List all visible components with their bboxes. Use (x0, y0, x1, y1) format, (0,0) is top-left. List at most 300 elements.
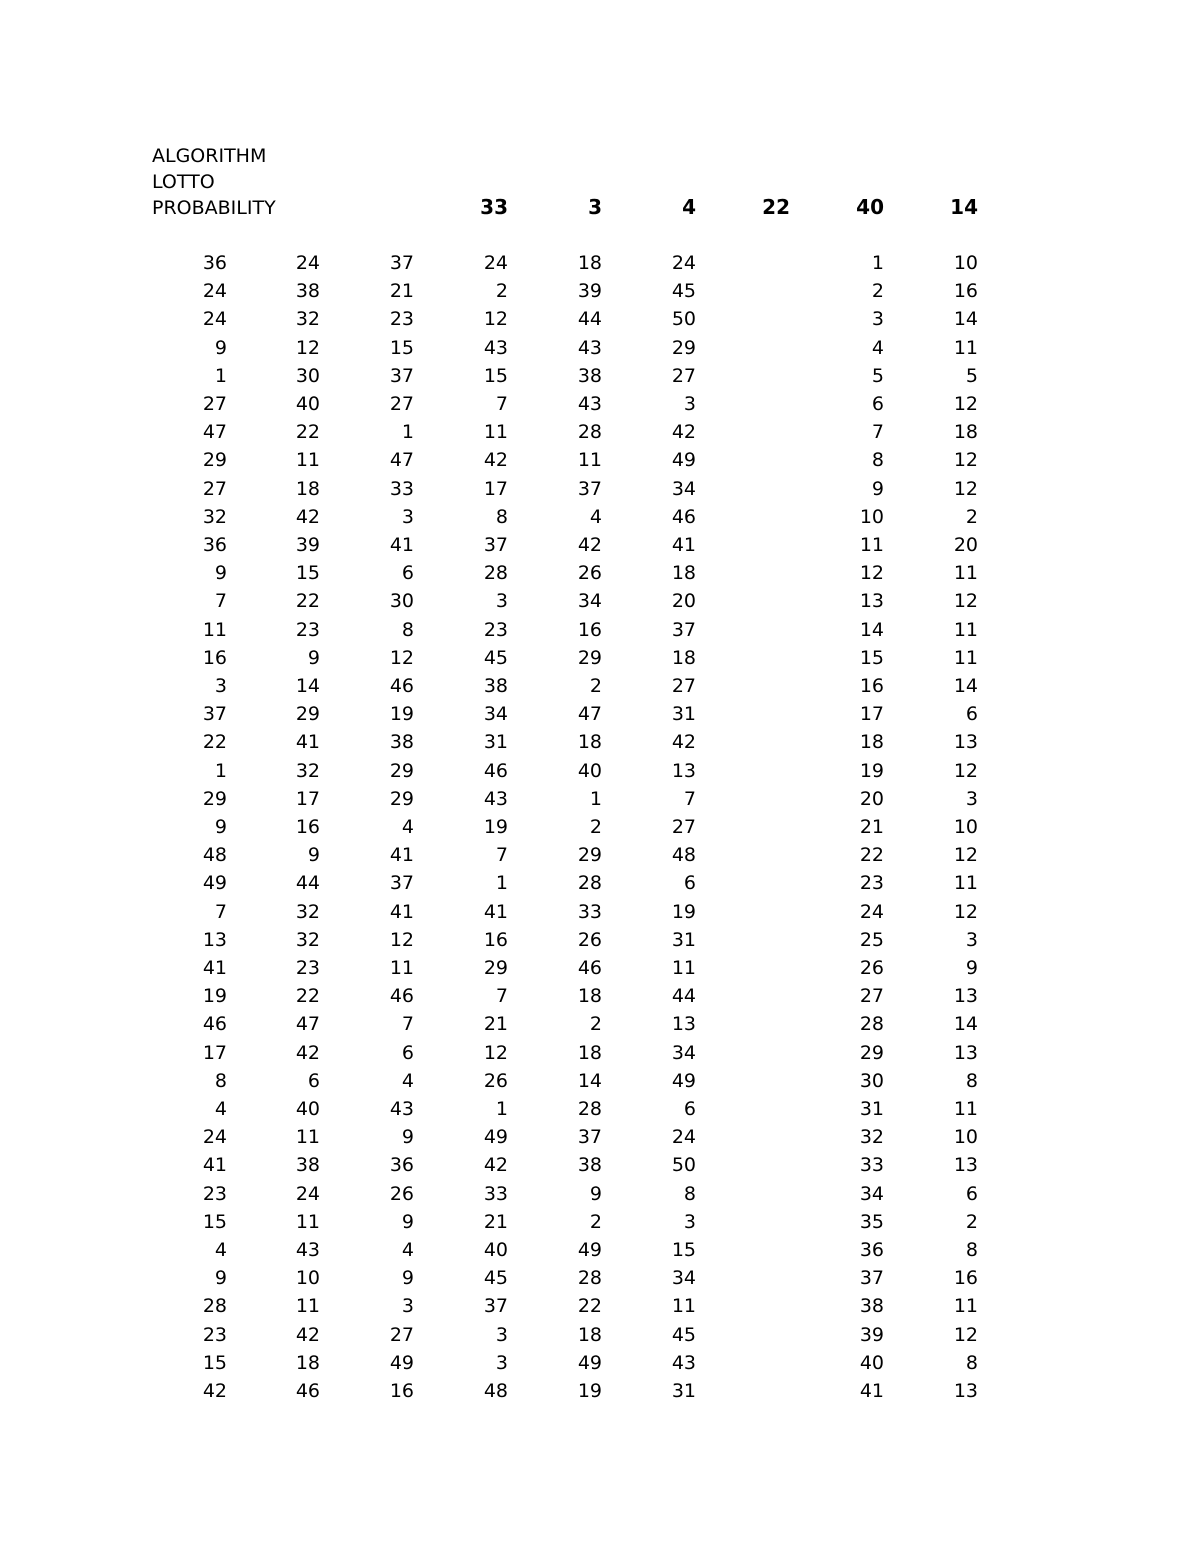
table-cell: 20 (671, 590, 696, 613)
table-cell: 48 (671, 844, 696, 867)
table-cell: 17 (295, 787, 320, 810)
table-cell: 12 (953, 477, 978, 500)
table-cell: 2 (589, 675, 602, 697)
header-number: 33 (480, 195, 508, 219)
table-cell: 5 (871, 364, 884, 387)
table-cell: 49 (671, 1069, 696, 1092)
title-lotto: LOTTO (152, 171, 215, 193)
table-cell: 13 (953, 1380, 978, 1402)
table-cell: 19 (577, 1380, 602, 1402)
table-cell: 46 (483, 759, 508, 782)
table-cell: 14 (577, 1069, 602, 1092)
table-cell: 31 (859, 1098, 884, 1120)
table-cell: 10 (953, 816, 978, 838)
table-cell: 41 (202, 957, 227, 979)
table-cell: 8 (401, 618, 414, 641)
table-cell: 40 (859, 1351, 884, 1374)
table-cell: 3 (495, 1323, 508, 1346)
table-cell: 22 (295, 421, 320, 444)
table-cell: 42 (483, 449, 508, 472)
table-cell: 4 (214, 1098, 227, 1120)
table-cell: 18 (671, 646, 696, 669)
table-cell: 4 (871, 336, 884, 359)
table-cell: 9 (214, 816, 227, 838)
table-cell: 17 (202, 1041, 227, 1064)
table-cell: 15 (295, 562, 320, 585)
table-cell: 41 (483, 900, 508, 923)
table-cell: 13 (671, 1013, 696, 1036)
table-cell: 13 (859, 590, 884, 613)
table-cell: 27 (671, 816, 696, 838)
table-cell: 10 (953, 252, 978, 274)
table-cell: 18 (577, 985, 602, 1008)
table-cell: 29 (577, 844, 602, 867)
table-cell: 11 (953, 618, 978, 641)
table-cell: 14 (953, 1013, 978, 1036)
table-cell: 29 (202, 787, 227, 810)
table-cell: 45 (483, 1267, 508, 1290)
table-cell: 9 (965, 957, 978, 979)
table-cell: 12 (483, 1041, 508, 1064)
table-cell: 1 (214, 759, 227, 782)
table-cell: 11 (295, 449, 320, 472)
table-cell: 6 (401, 1041, 414, 1064)
table-cell: 44 (577, 308, 602, 331)
table-cell: 38 (577, 1154, 602, 1177)
table-cell: 21 (483, 1013, 508, 1036)
table-cell: 21 (389, 280, 414, 303)
table-cell: 49 (671, 449, 696, 472)
table-cell: 7 (683, 787, 696, 810)
table-cell: 11 (953, 872, 978, 895)
table-cell: 7 (495, 393, 508, 415)
table-cell: 31 (483, 731, 508, 754)
table-cell: 39 (577, 280, 602, 303)
table-cell: 11 (577, 449, 602, 472)
table-cell: 7 (401, 1013, 414, 1036)
table-cell: 12 (953, 590, 978, 613)
table-cell: 1 (589, 787, 602, 810)
table-cell: 26 (577, 562, 602, 585)
table-cell: 40 (295, 393, 320, 415)
table-cell: 18 (671, 562, 696, 585)
table-cell: 9 (307, 844, 320, 867)
table-cell: 48 (202, 844, 227, 867)
table-cell: 27 (671, 364, 696, 387)
table-cell: 9 (401, 1126, 414, 1149)
table-cell: 2 (589, 1210, 602, 1233)
table-cell: 13 (671, 759, 696, 782)
table-cell: 21 (859, 816, 884, 838)
table-cell: 3 (871, 308, 884, 331)
table-cell: 28 (577, 1267, 602, 1290)
table-cell: 15 (859, 646, 884, 669)
table-cell: 2 (965, 505, 978, 528)
table-cell: 13 (953, 1041, 978, 1064)
header-number: 40 (856, 195, 884, 219)
table-cell: 41 (389, 900, 414, 923)
table-cell: 2 (495, 280, 508, 303)
table-cell: 49 (389, 1351, 414, 1374)
table-cell: 16 (295, 816, 320, 838)
table-cell: 43 (577, 336, 602, 359)
table-cell: 11 (953, 646, 978, 669)
table-cell: 18 (295, 1351, 320, 1374)
table-cell: 41 (859, 1380, 884, 1402)
table-cell: 7 (214, 590, 227, 613)
table-cell: 19 (483, 816, 508, 838)
table-cell: 13 (953, 1154, 978, 1177)
table-cell: 11 (671, 957, 696, 979)
table-cell: 43 (577, 393, 602, 415)
table-cell: 34 (577, 590, 602, 613)
table-cell: 30 (389, 590, 414, 613)
table-cell: 41 (389, 534, 414, 556)
table-cell: 22 (577, 1295, 602, 1318)
table-cell: 37 (202, 703, 227, 726)
title-algorithm: ALGORITHM (152, 145, 267, 167)
table-cell: 41 (202, 1154, 227, 1177)
table-cell: 4 (589, 505, 602, 528)
title-probability: PROBABILITY (152, 197, 276, 219)
table-cell: 44 (671, 985, 696, 1008)
table-cell: 20 (953, 534, 978, 556)
table-cell: 7 (495, 985, 508, 1008)
table-cell: 34 (671, 477, 696, 500)
table-cell: 23 (295, 618, 320, 641)
table-cell: 9 (214, 1267, 227, 1290)
table-cell: 34 (671, 1267, 696, 1290)
table-cell: 15 (389, 336, 414, 359)
table-cell: 12 (483, 308, 508, 331)
table-cell: 12 (953, 900, 978, 923)
table-cell: 42 (295, 505, 320, 528)
table-cell: 41 (295, 731, 320, 754)
table-cell: 42 (483, 1154, 508, 1177)
table-cell: 42 (202, 1380, 227, 1402)
table-cell: 24 (202, 308, 227, 331)
table-cell: 18 (577, 731, 602, 754)
table-cell: 29 (389, 759, 414, 782)
table-cell: 37 (483, 534, 508, 556)
table-cell: 3 (495, 590, 508, 613)
table-cell: 22 (295, 985, 320, 1008)
table-cell: 18 (953, 421, 978, 444)
table-cell: 18 (577, 1323, 602, 1346)
table-cell: 28 (577, 421, 602, 444)
table-cell: 40 (577, 759, 602, 782)
table-cell: 11 (295, 1210, 320, 1233)
table-cell: 28 (202, 1295, 227, 1318)
table-cell: 7 (495, 844, 508, 867)
table-cell: 43 (483, 787, 508, 810)
table-cell: 24 (295, 1182, 320, 1205)
table-cell: 10 (295, 1267, 320, 1290)
table-cell: 30 (859, 1069, 884, 1092)
table-cell: 45 (671, 280, 696, 303)
table-cell: 15 (483, 364, 508, 387)
table-cell: 11 (389, 957, 414, 979)
table-cell: 15 (202, 1210, 227, 1233)
table-cell: 12 (295, 336, 320, 359)
table-cell: 41 (389, 844, 414, 867)
header-number: 22 (762, 195, 790, 219)
table-cell: 37 (671, 618, 696, 641)
table-cell: 9 (214, 562, 227, 585)
table-cell: 24 (671, 252, 696, 274)
table-cell: 28 (859, 1013, 884, 1036)
table-cell: 2 (871, 280, 884, 303)
table-cell: 29 (295, 703, 320, 726)
table-cell: 28 (577, 872, 602, 895)
table-cell: 37 (859, 1267, 884, 1290)
table-cell: 50 (671, 308, 696, 331)
table-cell: 22 (295, 590, 320, 613)
table-cell: 46 (295, 1380, 320, 1402)
table-cell: 9 (871, 477, 884, 500)
table-cell: 17 (859, 703, 884, 726)
table-cell: 14 (859, 618, 884, 641)
table-cell: 24 (859, 900, 884, 923)
table-cell: 9 (401, 1210, 414, 1233)
table-cell: 18 (577, 252, 602, 274)
table-cell: 29 (859, 1041, 884, 1064)
table-cell: 15 (671, 1239, 696, 1261)
table-cell: 47 (389, 449, 414, 472)
table-cell: 32 (295, 759, 320, 782)
table-cell: 38 (483, 675, 508, 697)
table-cell: 46 (671, 505, 696, 528)
table-cell: 32 (295, 308, 320, 331)
header-number: 3 (588, 195, 602, 219)
table-cell: 1 (401, 421, 414, 444)
table-cell: 22 (202, 731, 227, 754)
table-cell: 42 (295, 1323, 320, 1346)
table-cell: 8 (965, 1069, 978, 1092)
table-cell: 16 (953, 1267, 978, 1290)
table-cell: 38 (389, 731, 414, 754)
table-cell: 3 (683, 1210, 696, 1233)
table-cell: 12 (953, 759, 978, 782)
table-cell: 18 (295, 477, 320, 500)
table-cell: 11 (202, 618, 227, 641)
table-cell: 8 (214, 1069, 227, 1092)
table-cell: 45 (671, 1323, 696, 1346)
table-cell: 19 (389, 703, 414, 726)
table-cell: 26 (389, 1182, 414, 1205)
table-cell: 3 (401, 1295, 414, 1318)
table-cell: 31 (671, 703, 696, 726)
table-cell: 6 (965, 1182, 978, 1205)
table-cell: 32 (295, 900, 320, 923)
table-cell: 33 (483, 1182, 508, 1205)
table-cell: 8 (871, 449, 884, 472)
table-cell: 50 (671, 1154, 696, 1177)
table-cell: 15 (202, 1351, 227, 1374)
table-cell: 29 (671, 336, 696, 359)
table-cell: 46 (577, 957, 602, 979)
table-cell: 49 (577, 1239, 602, 1261)
table-cell: 43 (483, 336, 508, 359)
table-cell: 1 (214, 364, 227, 387)
table-cell: 11 (953, 1098, 978, 1120)
table-cell: 12 (859, 562, 884, 585)
table-cell: 41 (671, 534, 696, 556)
table-cell: 43 (389, 1098, 414, 1120)
table-cell: 4 (401, 1069, 414, 1092)
table-cell: 8 (495, 505, 508, 528)
table-cell: 25 (859, 928, 884, 951)
table-cell: 38 (577, 364, 602, 387)
table-cell: 27 (202, 477, 227, 500)
table-cell: 34 (859, 1182, 884, 1205)
table-cell: 27 (389, 1323, 414, 1346)
table-cell: 39 (859, 1323, 884, 1346)
table-cell: 23 (295, 957, 320, 979)
table-cell: 6 (307, 1069, 320, 1092)
table-cell: 13 (953, 731, 978, 754)
table-cell: 46 (389, 985, 414, 1008)
table-cell: 37 (389, 252, 414, 274)
table-cell: 3 (401, 505, 414, 528)
table-cell: 23 (202, 1323, 227, 1346)
table-cell: 36 (202, 534, 227, 556)
table-cell: 11 (295, 1126, 320, 1149)
table-cell: 2 (589, 1013, 602, 1036)
table-cell: 4 (401, 1239, 414, 1261)
table-cell: 36 (202, 252, 227, 274)
table-cell: 4 (214, 1239, 227, 1261)
table-cell: 8 (683, 1182, 696, 1205)
table-cell: 13 (202, 928, 227, 951)
table-cell: 7 (214, 900, 227, 923)
table-cell: 48 (483, 1380, 508, 1402)
table-cell: 16 (859, 675, 884, 697)
table-cell: 34 (483, 703, 508, 726)
table-cell: 24 (671, 1126, 696, 1149)
table-cell: 32 (295, 928, 320, 951)
table-cell: 16 (953, 280, 978, 303)
table-cell: 20 (859, 787, 884, 810)
table-cell: 27 (202, 393, 227, 415)
table-cell: 23 (483, 618, 508, 641)
table-cell: 9 (307, 646, 320, 669)
table-cell: 31 (671, 1380, 696, 1402)
table-cell: 12 (953, 449, 978, 472)
table-cell: 9 (589, 1182, 602, 1205)
table-cell: 43 (671, 1351, 696, 1374)
table-cell: 10 (953, 1126, 978, 1149)
header-number: 4 (682, 195, 696, 219)
table-cell: 11 (953, 562, 978, 585)
table-cell: 24 (483, 252, 508, 274)
table-cell: 6 (871, 393, 884, 415)
table-cell: 16 (202, 646, 227, 669)
table-cell: 30 (295, 364, 320, 387)
table-cell: 11 (859, 534, 884, 556)
table-cell: 3 (495, 1351, 508, 1374)
table-cell: 6 (683, 1098, 696, 1120)
table-cell: 37 (577, 1126, 602, 1149)
table-cell: 37 (577, 477, 602, 500)
table-cell: 28 (483, 562, 508, 585)
table-cell: 42 (577, 534, 602, 556)
table-cell: 19 (859, 759, 884, 782)
table-cell: 37 (483, 1295, 508, 1318)
table-cell: 33 (389, 477, 414, 500)
table-cell: 37 (389, 364, 414, 387)
table-cell: 42 (671, 731, 696, 754)
table-cell: 11 (953, 1295, 978, 1318)
table-cell: 13 (953, 985, 978, 1008)
table-cell: 18 (859, 731, 884, 754)
table-cell: 11 (483, 421, 508, 444)
table-cell: 7 (871, 421, 884, 444)
table-cell: 49 (577, 1351, 602, 1374)
table-cell: 43 (295, 1239, 320, 1261)
table-cell: 3 (214, 675, 227, 697)
table-cell: 1 (495, 1098, 508, 1120)
table-cell: 37 (389, 872, 414, 895)
table-cell: 40 (483, 1239, 508, 1261)
table-cell: 3 (683, 393, 696, 415)
table-cell: 29 (389, 787, 414, 810)
table-cell: 38 (295, 280, 320, 303)
table-cell: 9 (401, 1267, 414, 1290)
table-cell: 1 (495, 872, 508, 895)
table-cell: 18 (577, 1041, 602, 1064)
table-cell: 23 (389, 308, 414, 331)
table-cell: 11 (671, 1295, 696, 1318)
table-cell: 4 (401, 816, 414, 838)
table-cell: 24 (202, 280, 227, 303)
table-cell: 6 (965, 703, 978, 726)
table-cell: 49 (483, 1126, 508, 1149)
table-cell: 34 (671, 1041, 696, 1064)
table-cell: 32 (859, 1126, 884, 1149)
table-cell: 16 (483, 928, 508, 951)
table-cell: 26 (577, 928, 602, 951)
table-cell: 14 (295, 675, 320, 697)
table-cell: 33 (859, 1154, 884, 1177)
table-cell: 40 (295, 1098, 320, 1120)
table-cell: 8 (965, 1351, 978, 1374)
table-cell: 49 (202, 872, 227, 895)
table-cell: 6 (401, 562, 414, 585)
table-cell: 10 (859, 505, 884, 528)
table-cell: 14 (953, 308, 978, 331)
table-cell: 27 (671, 675, 696, 697)
table-cell: 2 (965, 1210, 978, 1233)
table-cell: 38 (295, 1154, 320, 1177)
table-cell: 17 (483, 477, 508, 500)
table-cell: 29 (483, 957, 508, 979)
table-cell: 26 (483, 1069, 508, 1092)
table-cell: 28 (577, 1098, 602, 1120)
table-cell: 19 (202, 985, 227, 1008)
table-cell: 11 (295, 1295, 320, 1318)
table-cell: 47 (202, 421, 227, 444)
table-cell: 27 (389, 393, 414, 415)
table-cell: 47 (577, 703, 602, 726)
table-cell: 36 (859, 1239, 884, 1261)
table-cell: 47 (295, 1013, 320, 1036)
table-cell: 11 (953, 336, 978, 359)
table-cell: 36 (389, 1154, 414, 1177)
table-cell: 9 (214, 336, 227, 359)
table-cell: 12 (953, 1323, 978, 1346)
header-number: 14 (950, 195, 978, 219)
